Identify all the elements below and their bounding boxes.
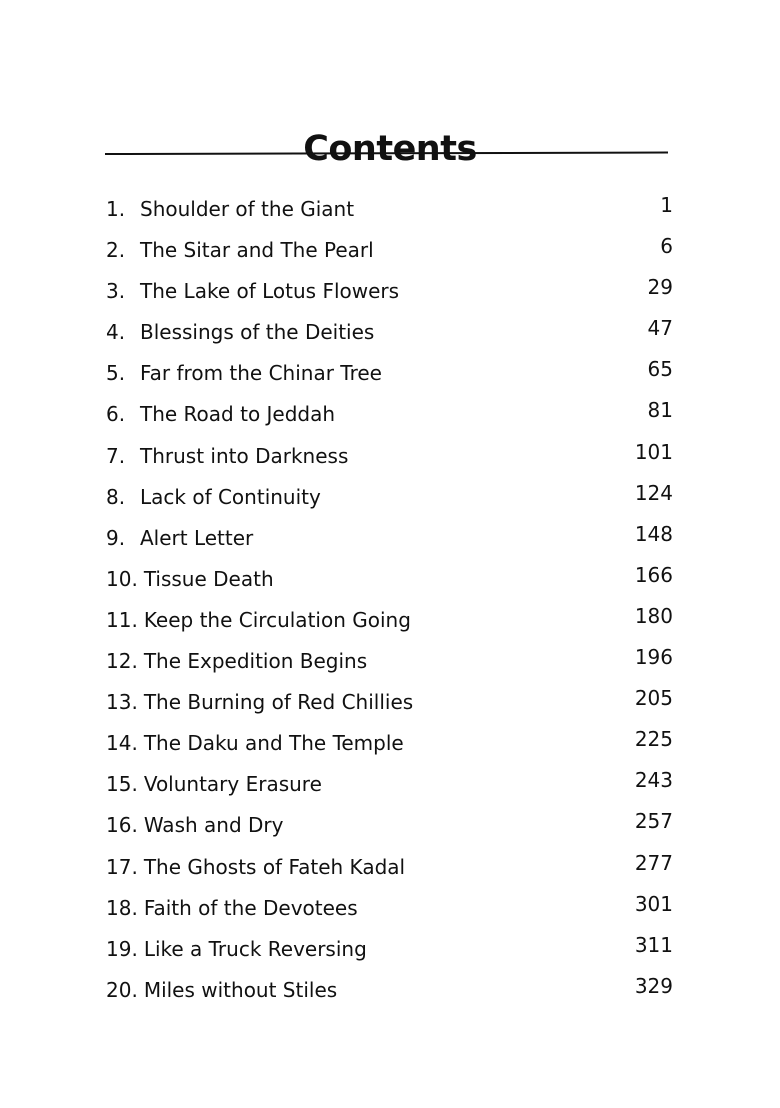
toc-entry[interactable] — [106, 891, 673, 932]
toc-entry-label — [106, 315, 374, 349]
chapter-number: 16. — [106, 813, 138, 838]
toc-entry[interactable] — [106, 439, 673, 480]
chapter-title: Keep the Circulation Going — [143, 607, 411, 632]
page-number: 65 — [647, 357, 673, 382]
page-number: 6 — [660, 234, 673, 259]
toc-entry[interactable] — [106, 274, 673, 315]
chapter-title: Like a Truck Reversing — [143, 936, 367, 961]
page-number: 1 — [660, 193, 673, 217]
chapter-title: The Ghosts of Fateh Kadal — [143, 854, 406, 879]
chapter-number: 6. — [106, 402, 126, 427]
toc-entry[interactable] — [106, 562, 673, 603]
chapter-title: Wash and Dry — [143, 813, 284, 838]
toc-entry-label — [106, 562, 274, 596]
toc-entry[interactable] — [106, 644, 673, 685]
toc-entry-label — [106, 192, 354, 226]
chapter-number: 20. — [106, 977, 138, 1002]
chapter-number: 12. — [106, 649, 138, 674]
toc-entry[interactable] — [106, 685, 673, 726]
chapter-title: The Sitar and The Pearl — [140, 238, 374, 263]
toc-entry-label — [106, 480, 321, 514]
toc-entry[interactable] — [106, 726, 673, 767]
toc-entry-label — [106, 233, 374, 267]
toc-entry[interactable] — [106, 233, 673, 274]
toc-entry-label — [106, 808, 283, 842]
toc-entry[interactable] — [106, 397, 673, 438]
toc-entry[interactable] — [106, 850, 673, 891]
toc-entry-label — [106, 973, 337, 1007]
toc-entry-label — [106, 603, 411, 637]
toc-entry[interactable] — [106, 973, 673, 1014]
page-number: 148 — [634, 521, 673, 546]
chapter-number: 18. — [106, 895, 138, 920]
page-number: 124 — [634, 480, 673, 505]
page-title: Contents — [303, 129, 477, 170]
chapter-number: 17. — [106, 854, 138, 879]
chapter-title: Faith of the Devotees — [143, 895, 358, 920]
page-number: 329 — [634, 973, 673, 998]
chapter-number: 5. — [106, 361, 126, 386]
page-number: 205 — [634, 686, 673, 711]
page-number: 180 — [634, 603, 673, 628]
toc-entry-label — [106, 356, 382, 390]
chapter-title: Blessings of the Deities — [140, 320, 375, 345]
page-number: 81 — [647, 398, 673, 423]
chapter-title: The Lake of Lotus Flowers — [140, 279, 400, 304]
chapter-title: Tissue Death — [143, 566, 274, 591]
chapter-number: 1. — [106, 197, 126, 221]
toc-entry-label — [106, 439, 348, 473]
toc-entry-label — [106, 397, 335, 431]
page-number: 29 — [647, 275, 673, 300]
toc-entry[interactable] — [106, 932, 673, 973]
toc-entry[interactable] — [106, 480, 673, 521]
page-number: 166 — [634, 562, 673, 587]
chapter-number: 19. — [106, 936, 138, 961]
toc-entry-label — [106, 685, 413, 719]
toc-entry-label — [106, 932, 367, 966]
page-number: 257 — [634, 809, 673, 834]
chapter-title: Shoulder of the Giant — [140, 197, 355, 221]
chapter-title: The Daku and The Temple — [143, 731, 404, 756]
toc-entry-label — [106, 726, 404, 760]
chapter-title: The Burning of Red Chillies — [143, 690, 414, 715]
page-number: 196 — [634, 645, 673, 670]
chapter-title: The Road to Jeddah — [140, 402, 336, 427]
chapter-title: Miles without Stiles — [143, 977, 338, 1002]
toc-entry[interactable] — [106, 808, 673, 849]
toc-entry-label — [106, 644, 367, 678]
toc-entry[interactable] — [106, 521, 673, 562]
page-number: 101 — [634, 439, 673, 464]
chapter-number: 3. — [106, 279, 126, 304]
chapter-number: 8. — [106, 484, 126, 509]
toc-entry-label — [106, 850, 405, 884]
page-number: 47 — [647, 316, 673, 341]
toc-entry-label — [106, 767, 322, 801]
toc-entry[interactable] — [106, 192, 673, 233]
toc-entry-label — [106, 891, 358, 925]
page-number: 311 — [634, 932, 673, 957]
toc-entry[interactable] — [106, 767, 673, 808]
chapter-number: 11. — [106, 607, 138, 632]
chapter-number: 4. — [106, 320, 126, 345]
chapter-number: 14. — [106, 731, 138, 756]
table-of-contents — [106, 192, 673, 1014]
chapter-title: Thrust into Darkness — [140, 443, 349, 468]
toc-entry-label — [106, 521, 253, 555]
chapter-number: 9. — [106, 525, 126, 550]
toc-entry[interactable] — [106, 315, 673, 356]
toc-entry[interactable] — [106, 356, 673, 397]
page-number: 243 — [634, 768, 673, 793]
chapter-title: Alert Letter — [140, 525, 254, 550]
chapter-title: Far from the Chinar Tree — [140, 361, 382, 386]
chapter-number: 13. — [106, 690, 138, 715]
page-number: 301 — [634, 891, 673, 916]
toc-entry[interactable] — [106, 603, 673, 644]
page-number: 225 — [634, 727, 673, 752]
chapter-number: 7. — [106, 443, 126, 468]
chapter-number: 15. — [106, 772, 138, 797]
chapter-number: 2. — [106, 238, 126, 263]
chapter-number: 10. — [106, 566, 138, 591]
chapter-title: Lack of Continuity — [140, 484, 321, 509]
chapter-title: The Expedition Begins — [143, 649, 368, 674]
toc-entry-label — [106, 274, 399, 308]
page-number: 277 — [634, 850, 673, 875]
chapter-title: Voluntary Erasure — [143, 772, 322, 797]
